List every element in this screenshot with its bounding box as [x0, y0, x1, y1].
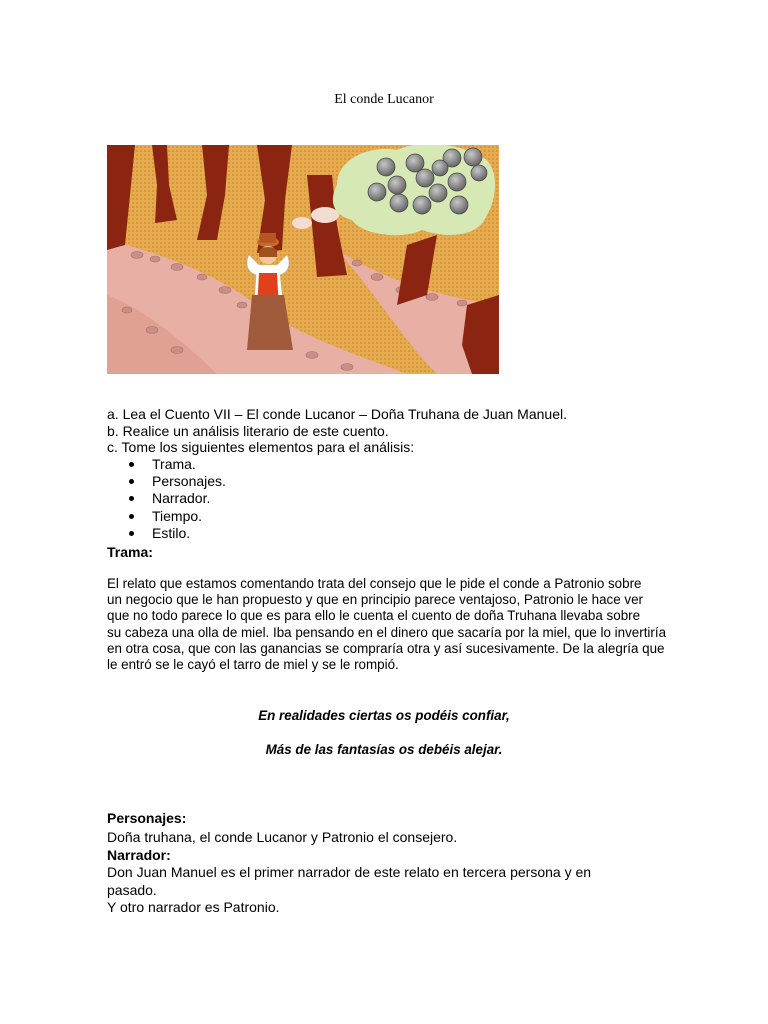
moral-line-1: En realidades ciertas os podéis confiar,	[258, 708, 510, 723]
elements-list	[128, 456, 226, 542]
instruction-c: c. Tome los siguientes elementos para el análisis:	[107, 439, 415, 455]
paragraph-line: que no todo parece lo que es para ello le cuenta el cuento de doña Truhana llevaba sobre	[107, 608, 641, 624]
narrador-heading: Narrador:	[107, 847, 171, 863]
paragraph-line: su cabeza una olla de miel. Iba pensando en el dinero que sacaría por la miel, que lo invertiría	[107, 624, 667, 640]
paragraph-line: un negocio que le han propuesto y que en principio parece ventajoso, Patronio le hace ver	[107, 592, 643, 608]
story-illustration	[107, 145, 499, 374]
trama-heading: Trama:	[107, 544, 153, 560]
document-title: El conde Lucanor	[334, 92, 434, 107]
list-item: Trama.	[128, 456, 226, 473]
personajes-text: Doña truhana, el conde Lucanor y Patronio el consejero.	[107, 829, 458, 845]
paragraph-line: en otra cosa, que con las ganancias se compraría otra y así sucesivamente. De la alegría que	[107, 640, 665, 656]
list-item: Estilo.	[128, 525, 226, 542]
narrador-line: Don Juan Manuel es el primer narrador de este relato en tercera persona y en	[107, 864, 592, 880]
paragraph-line: El relato que estamos comentando trata del consejo que le pide el conde a Patronio sobre	[107, 576, 642, 591]
narrador-text	[107, 864, 591, 917]
narrador-line: Y otro narrador es Patronio.	[107, 899, 280, 915]
personajes-heading: Personajes:	[107, 810, 187, 826]
list-item: Tiempo.	[128, 508, 226, 525]
moral-line-2: Más de las fantasías os debéis alejar.	[265, 742, 503, 757]
list-item: Personajes.	[128, 473, 226, 490]
instructions	[107, 406, 567, 456]
paragraph-line: le entró se le cayó el tarro de miel y se le rompió.	[107, 657, 399, 673]
trama-paragraph	[107, 576, 667, 673]
instruction-b: b. Realice un análisis literario de este cuento.	[107, 422, 389, 439]
instruction-a: a. Lea el Cuento VII – El conde Lucanor – Doña Truhana de Juan Manuel.	[107, 406, 567, 422]
list-item: Narrador.	[128, 490, 226, 507]
narrador-line: pasado.	[107, 881, 157, 898]
